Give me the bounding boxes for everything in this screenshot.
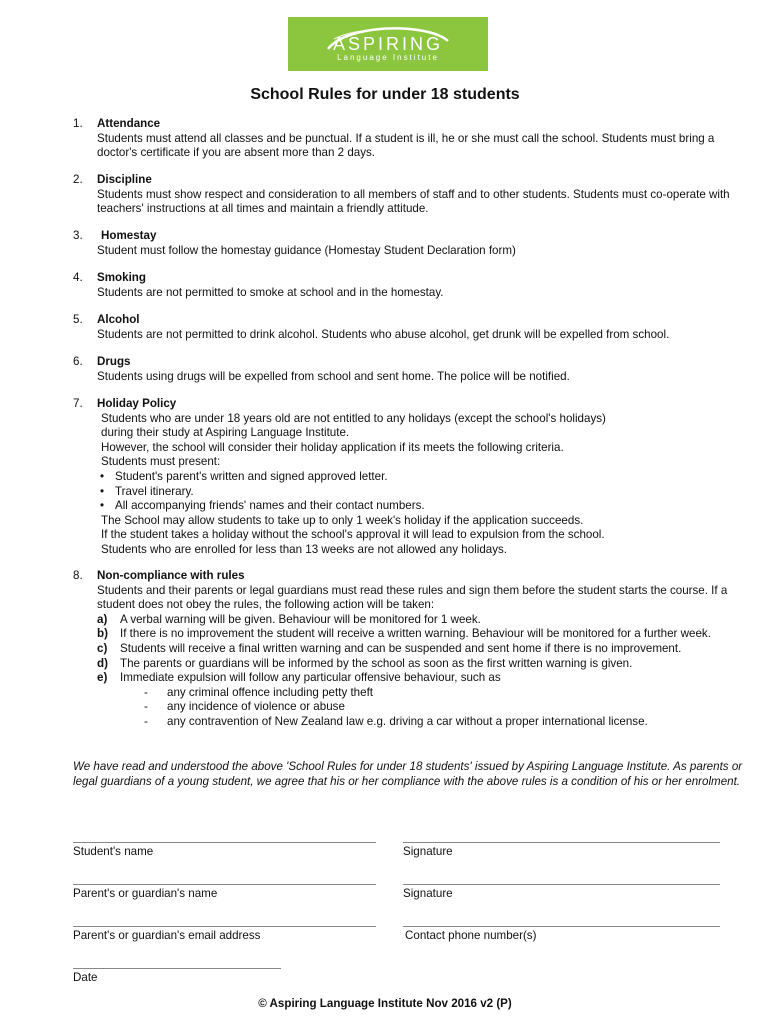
rule-text: Students and their parents or legal guardians must read these rules and sign them before the student starts the course. If a student does not obey the rules, the following action will be taken:: [97, 583, 728, 612]
rule-number: 3.: [73, 229, 83, 242]
date-label: Date: [73, 971, 98, 984]
dash-item: - any criminal offence including petty theft: [144, 685, 374, 699]
bullet-icon: •: [100, 499, 105, 513]
rule-drugs: [73, 355, 753, 384]
parent-name-label: Parent's or guardian's name: [73, 887, 218, 900]
rule-line: However, the school will consider their holiday application if its meets the following criteria.: [101, 440, 564, 454]
rule-number: 4.: [73, 271, 83, 284]
action-item: e) Immediate expulsion will follow any particular offensive behaviour, such as: [97, 671, 501, 685]
bullet-icon: •: [100, 484, 105, 498]
rule-number: 6.: [73, 355, 83, 368]
rule-number: 7.: [73, 397, 83, 410]
rule-heading: Homestay: [101, 229, 157, 242]
rule-line: Students who are under 18 years old are not entitled to any holidays (except the school's holidays): [101, 411, 606, 425]
bullet-item: • All accompanying friends' names and their contact numbers.: [100, 499, 425, 513]
dash-item: - any contravention of New Zealand law e.g. driving a car without a proper international license.: [144, 714, 648, 728]
student-name-label: Student's name: [73, 845, 154, 858]
rule-text: Students are not permitted to smoke at school and in the homestay.: [97, 285, 444, 299]
parent-email-line[interactable]: [73, 926, 376, 927]
action-item: b) If there is no improvement the student will receive a written warning. Behaviour will be monitored for a further week.: [97, 627, 711, 641]
rule-number: 8.: [73, 569, 83, 582]
rule-heading: Smoking: [97, 271, 146, 284]
logo: [288, 17, 488, 71]
rule-heading: Alcohol: [97, 313, 140, 326]
rule-number: 1.: [73, 117, 83, 130]
footer-copyright: © Aspiring Language Institute Nov 2016 v2 (P): [258, 997, 512, 1010]
rule-non-compliance: [73, 569, 753, 730]
rule-line: Students must present:: [101, 455, 221, 469]
signature-label: Signature: [403, 887, 453, 900]
rule-line: If the student takes a holiday without the school's approval it will lead to expulsion from the school.: [101, 528, 605, 542]
action-item: c) Students will receive a final written warning and can be suspended and sent home if there is no improvement.: [97, 641, 682, 655]
action-item: a) A verbal warning will be given. Behaviour will be monitored for 1 week.: [97, 612, 481, 626]
parent-name-line[interactable]: [73, 884, 376, 885]
rule-alcohol: [73, 313, 753, 342]
rule-holiday-policy: [73, 397, 753, 558]
rule-line: Students who are enrolled for less than 13 weeks are not allowed any holidays.: [101, 542, 508, 556]
rule-line: The School may allow students to take up to only 1 week's holiday if the application succeeds.: [101, 513, 584, 527]
parent-email-label: Parent's or guardian's email address: [73, 929, 261, 942]
contact-phone-label: Contact phone number(s): [405, 929, 537, 942]
dash-item: - any incidence of violence or abuse: [144, 700, 345, 714]
rule-text: Students are not permitted to drink alcohol. Students who abuse alcohol, get drunk will be expelled from school.: [97, 327, 670, 341]
rule-text: Students must show respect and consideration to all members of staff and to other students. Students must co-operate with teachers' instructions at all times and maintain a friendly attitude.: [97, 187, 730, 216]
page-title: School Rules for under 18 students: [250, 86, 520, 103]
logo-brand: ASPIRING: [332, 34, 444, 54]
rule-line: during their study at Aspiring Language Institute.: [101, 426, 350, 440]
rule-heading: Discipline: [97, 173, 152, 186]
rule-smoking: [73, 271, 753, 300]
logo-tagline: Language Institute: [337, 53, 439, 62]
bullet-item: • Travel itinerary.: [100, 484, 194, 498]
bullet-icon: •: [100, 469, 105, 483]
rule-heading: Non-compliance with rules: [97, 569, 245, 582]
rule-number: 5.: [73, 313, 83, 326]
bullet-item: • Student's parent's written and signed approved letter.: [100, 469, 388, 483]
contact-phone-line[interactable]: [403, 926, 720, 927]
signature-label: Signature: [403, 845, 453, 858]
student-name-line[interactable]: [73, 842, 376, 843]
parent-signature-line[interactable]: [403, 884, 720, 885]
rule-heading: Drugs: [97, 355, 131, 368]
declaration-text: We have read and understood the above 'School Rules for under 18 students' issued by Aspiring Language Institute. As parents or legal guardians of a young student, we agree that his or her compliance with the above rules is a condition of his or her enrolment.: [73, 760, 743, 788]
action-item: d) The parents or guardians will be informed by the school as soon as the first written warning is given.: [97, 656, 633, 670]
rule-text: Students using drugs will be expelled from school and sent home. The police will be notified.: [97, 369, 570, 383]
rule-number: 2.: [73, 173, 83, 186]
rule-homestay: [73, 229, 753, 258]
rule-discipline: [73, 173, 753, 217]
rule-heading: Attendance: [97, 117, 161, 130]
rule-text: Student must follow the homestay guidance (Homestay Student Declaration form): [97, 243, 516, 257]
rule-text: Students must attend all classes and be punctual. If a student is ill, he or she must call the school. Students must bring a doctor's certificate if you are absent more than 2 days.: [97, 131, 715, 160]
rule-heading: Holiday Policy: [97, 397, 177, 410]
date-line[interactable]: [73, 968, 281, 969]
rule-attendance: [73, 117, 753, 161]
student-signature-line[interactable]: [403, 842, 720, 843]
